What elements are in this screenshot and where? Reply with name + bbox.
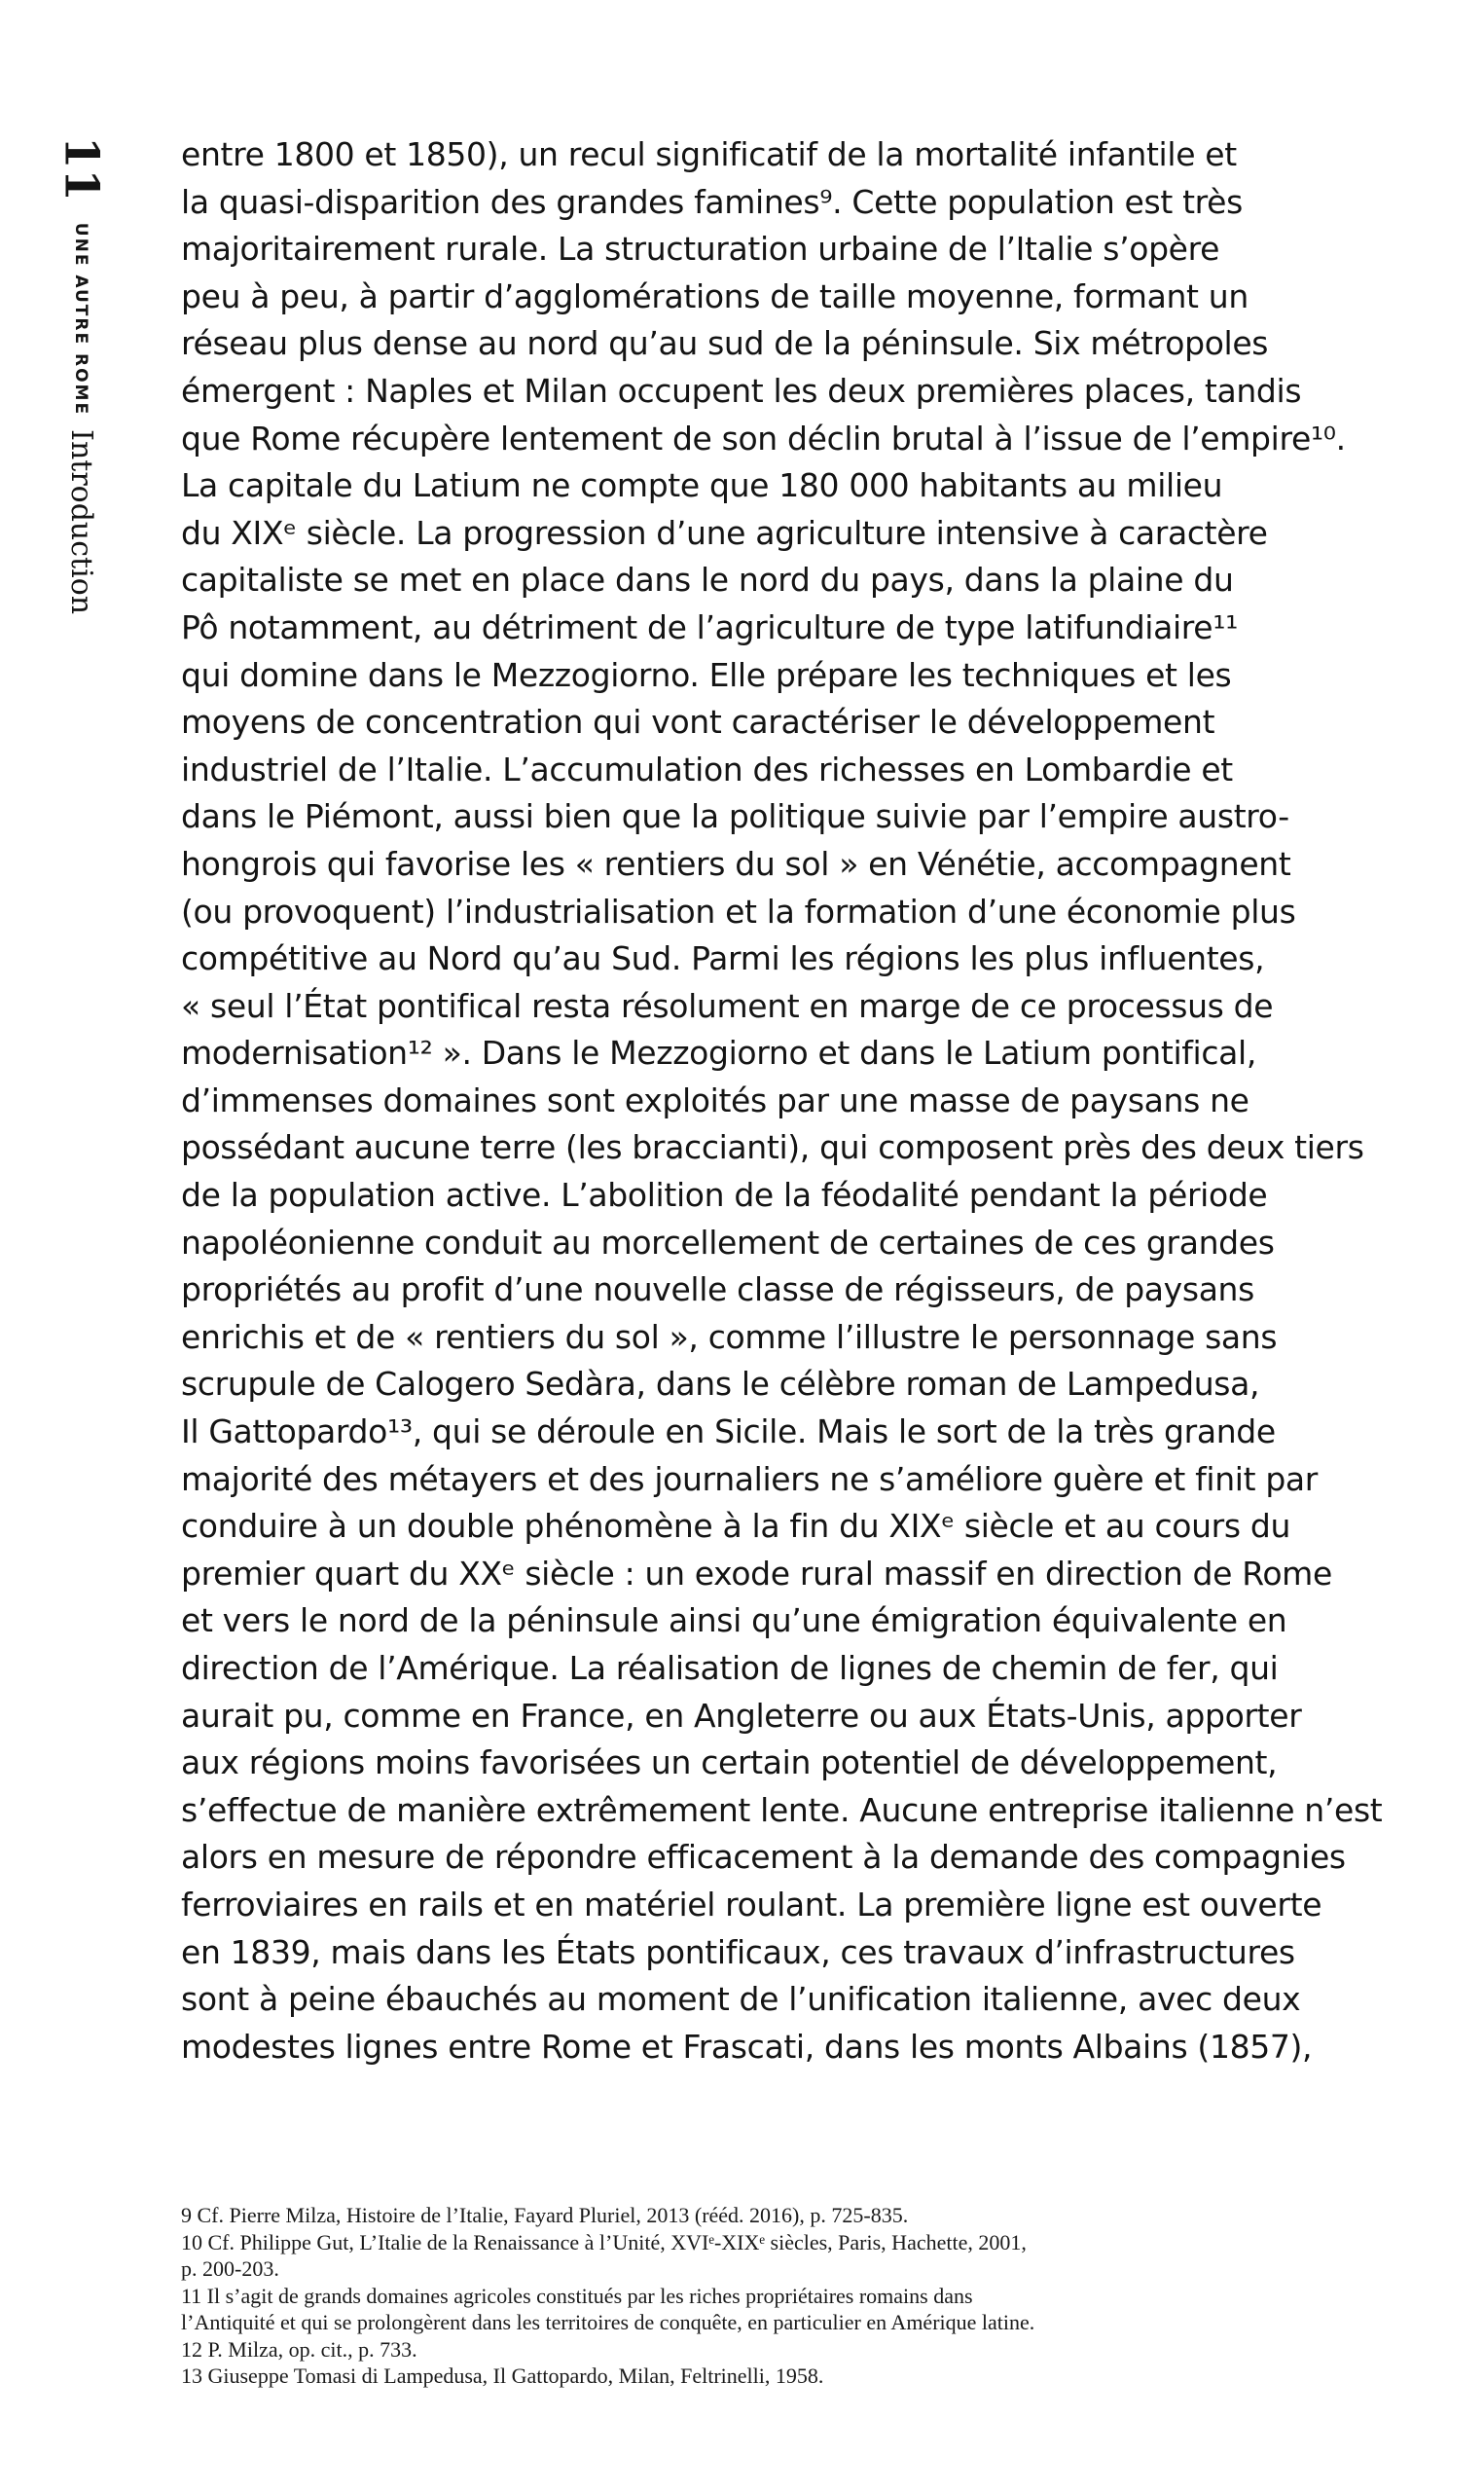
text-line: peu à peu, à partir d’agglomérations de taille moyenne, formant un: [181, 276, 1249, 315]
text-line: industriel de l’Italie. L’accumulation des richesses en Lombardie et: [181, 750, 1233, 788]
text-line: scrupule de Calogero Sedàra, dans le célèbre roman de Lampedusa,: [181, 1365, 1260, 1404]
text-line: aux régions moins favorisées un certain potentiel de développement,: [181, 1743, 1278, 1782]
text-line: aurait pu, comme en France, en Angleterre ou aux États-Unis, apporter: [181, 1696, 1302, 1735]
text-line: enrichis et de « rentiers du sol », comme l’illustre le personnage sans: [181, 1317, 1278, 1356]
text-line: napoléonienne conduit au morcellement de certaines de ces grandes: [181, 1223, 1275, 1262]
text-line: du XIXᵉ siècle. La progression d’une agriculture intensive à caractère: [181, 513, 1268, 552]
text-line: et vers le nord de la péninsule ainsi qu’une émigration équivalente en: [181, 1601, 1287, 1640]
text-line: moyens de concentration qui vont caractériser le développement: [181, 703, 1215, 742]
text-line: Pô notamment, au détriment de l’agriculture de type latifundiaire¹¹: [181, 607, 1239, 646]
text-line: sont à peine ébauchés au moment de l’unification italienne, avec deux: [181, 1980, 1301, 2019]
text-line: que Rome récupère lentement de son déclin brutal à l’issue de l’empire¹⁰.: [181, 419, 1346, 458]
text-line: dans le Piémont, aussi bien que la politique suivie par l’empire austro-: [181, 797, 1289, 836]
text-line: majoritairement rurale. La structuration urbaine de l’Italie s’opère: [181, 230, 1220, 269]
text-line: modestes lignes entre Rome et Frascati, dans les monts Albains (1857),: [181, 2027, 1313, 2066]
book-title: UNE AUTRE ROME: [71, 222, 91, 417]
text-line: hongrois qui favorise les « rentiers du sol » en Vénétie, accompagnent: [181, 844, 1291, 883]
text-line: « seul l’État pontifical resta résolument en marge de ce processus de: [181, 986, 1274, 1025]
text-line: qui domine dans le Mezzogiorno. Elle prépare les techniques et les: [181, 655, 1232, 694]
text-line: La capitale du Latium ne compte que 180 000 habitants au milieu: [181, 466, 1223, 505]
text-line: Il Gattopardo¹³, qui se déroule en Sicile. Mais le sort de la très grande: [181, 1412, 1276, 1451]
text-line: entre 1800 et 1850), un recul significatif de la mortalité infantile et: [181, 135, 1237, 173]
text-line: propriétés au profit d’une nouvelle classe de régisseurs, de paysans: [181, 1270, 1254, 1309]
footnote-line: 10 Cf. Philippe Gut, L’Italie de la Renaissance à l’Unité, XVIᵉ-XIXᵉ siècles, Paris, Hachette, 2001,: [181, 2229, 1027, 2254]
footnotes: [181, 2202, 1329, 2390]
page-number: 11: [54, 136, 109, 202]
body-text: [181, 131, 1383, 2071]
footnote-line: 11 Il s’agit de grands domaines agricoles constitués par les riches propriétaires romains dans: [181, 2283, 973, 2308]
footnote-line: p. 200-203.: [181, 2256, 279, 2281]
text-line: ferroviaires en rails et en matériel roulant. La première ligne est ouverte: [181, 1885, 1322, 1924]
text-line: possédant aucune terre (les braccianti), qui composent près des deux tiers: [181, 1128, 1364, 1167]
text-line: réseau plus dense au nord qu’au sud de la péninsule. Six métropoles: [181, 324, 1269, 363]
text-line: en 1839, mais dans les États pontificaux, ces travaux d’infrastructures: [181, 1932, 1295, 1971]
footnote-line: l’Antiquité et qui se prolongèrent dans les territoires de conquête, en particulier en Amérique latine.: [181, 2310, 1035, 2334]
text-line: compétitive au Nord qu’au Sud. Parmi les régions les plus influentes,: [181, 939, 1265, 978]
footnote-line: 12 P. Milza, op. cit., p. 733.: [181, 2336, 417, 2362]
text-line: modernisation¹² ». Dans le Mezzogiorno et dans le Latium pontifical,: [181, 1034, 1256, 1073]
text-line: alors en mesure de répondre efficacement à la demande des compagnies: [181, 1838, 1346, 1877]
footnote-line: 9 Cf. Pierre Milza, Histoire de l’Italie, Fayard Pluriel, 2013 (rééd. 2016), p. 725-835.: [181, 2203, 909, 2227]
text-line: direction de l’Amérique. La réalisation de lignes de chemin de fer, qui: [181, 1649, 1279, 1687]
footnote-line: 13 Giuseppe Tomasi di Lampedusa, Il Gattopardo, Milan, Feltrinelli, 1958.: [181, 2364, 824, 2388]
chapter-title: Introduction: [64, 429, 99, 615]
text-line: (ou provoquent) l’industrialisation et la formation d’une économie plus: [181, 892, 1296, 931]
text-line: de la population active. L’abolition de la féodalité pendant la période: [181, 1176, 1268, 1215]
text-line: majorité des métayers et des journaliers ne s’améliore guère et finit par: [181, 1459, 1319, 1498]
running-header: [56, 136, 115, 642]
text-line: émergent : Naples et Milan occupent les deux premières places, tandis: [181, 371, 1302, 410]
text-line: s’effectue de manière extrêmement lente. Aucune entreprise italienne n’est: [181, 1790, 1383, 1829]
text-line: la quasi-disparition des grandes famines⁹. Cette population est très: [181, 182, 1243, 221]
text-line: conduire à un double phénomène à la fin du XIXᵉ siècle et au cours du: [181, 1507, 1291, 1546]
text-line: premier quart du XXᵉ siècle : un exode rural massif en direction de Rome: [181, 1554, 1332, 1593]
text-line: d’immenses domaines sont exploités par une masse de paysans ne: [181, 1081, 1249, 1119]
text-line: capitaliste se met en place dans le nord du pays, dans la plaine du: [181, 561, 1234, 600]
